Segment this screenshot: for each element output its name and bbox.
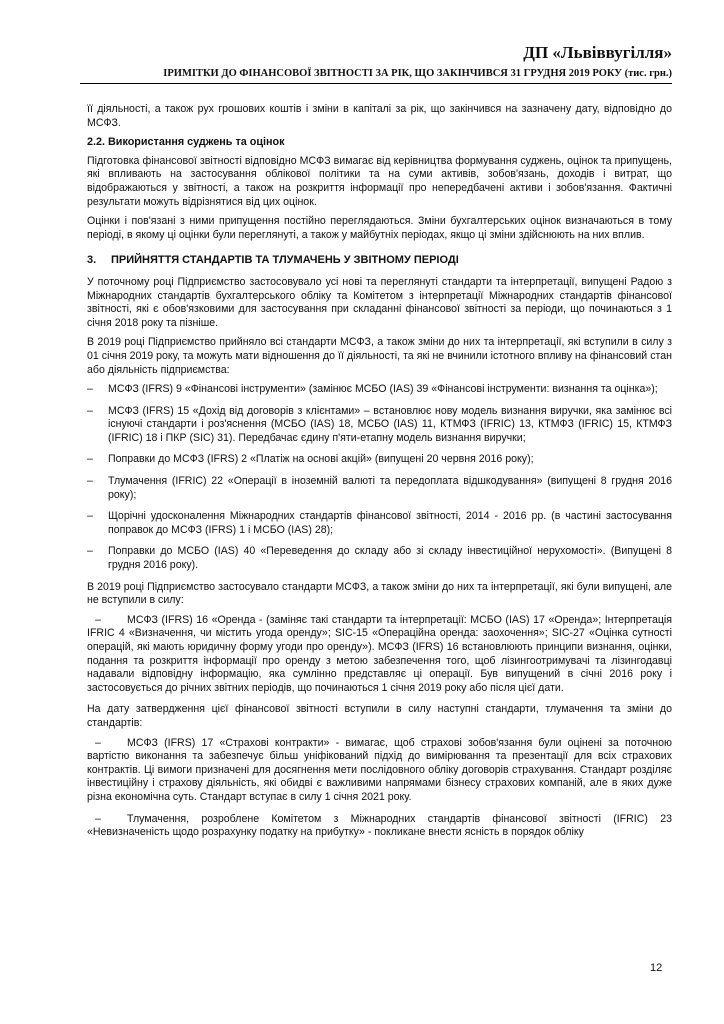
section-heading-2-2: 2.2. Використання суджень та оцінок <box>87 136 285 149</box>
section-title: ПРИЙНЯТТЯ СТАНДАРТІВ ТА ТЛУМАЧЕНЬ У ЗВІТНОМУ ПЕРІОДІ <box>111 254 459 267</box>
company-name: ДП «Львіввугілля» <box>523 43 672 62</box>
list-item: – Тлумачення (IFRIC) 22 «Операції в іноземній валюті та передоплата відшкодування» (випущені 8 грудня 2016 року); <box>87 475 672 501</box>
page-header <box>80 43 672 84</box>
dash-bullet: – <box>95 736 101 749</box>
section-number: 3. <box>87 254 97 267</box>
paragraph: На дату затвердження цієї фінансової звітності вступили в силу наступні стандарти, тлумачення та зміни до стандартів: <box>87 703 672 729</box>
page-number: 12 <box>650 962 663 974</box>
list-item: – Поправки до МСБО (IAS) 40 «Переведення до складу або зі складу інвестиційної нерухомості». (Випущені 8 грудня 2016 року). <box>87 545 672 572</box>
dash-bullet: – <box>87 510 93 523</box>
document-body <box>87 103 672 848</box>
dash-bullet: – <box>87 404 93 417</box>
list-item: – МСФЗ (IFRS) 9 «Фінансові інструменти» (замінює МСБО (IAS) 39 «Фінансові інструменти: визнання та оцінка»); <box>87 383 658 396</box>
paragraph: Підготовка фінансової звітності відповідно МСФЗ вимагає від керівництва формування суджень, оцінок та припущень, які впливають на застосування облікової політики та на суми активів, зобов'язань, доходів і витрат, що відображаються у звітності, а також на розкриття інформації про непередбачені активи і зобов'язання. Фактичні результати можуть відрізнятися від цих оцінок. <box>87 154 672 208</box>
paragraph: Оцінки і пов'язані з ними припущення постійно переглядаються. Зміни бухгалтерських оцінок визначаються в тому періоді, в якому ці оцінки були переглянуті, а також у майбутніх періодах, якщо ці зміни здійснюють на них вплив. <box>87 215 672 241</box>
dash-bullet: – <box>95 613 101 626</box>
paragraph: її діяльності, а також рух грошових коштів і зміни в капіталі за рік, що закінчився на зазначену дату, відповідно до МСФЗ. <box>87 103 672 129</box>
dash-bullet: – <box>87 453 93 466</box>
report-subtitle: ІРИМІТКИ ДО ФІНАНСОВОЇ ЗВІТНОСТІ ЗА РІК, ЩО ЗАКІНЧИВСЯ 31 ГРУДНЯ 2019 РОКУ (тис. грн.) <box>80 67 672 84</box>
dash-bullet: – <box>95 812 101 825</box>
indented-paragraph-ifrs17: – МСФЗ (IFRS) 17 «Страхові контракти» - вимагає, щоб страхові зобов'язання були оцінені за поточною вартістю виконання та забезпечує більш уніфікований підхід до вимірювання та презентації для всіх страхових контрактів. Ці вимоги призначені для досягнення мети послідовного обліку договорів страхування. Стандарт розділяє інвестиційну і страхову діяльність, які обидві є важливими напрямами бізнесу страхових компаній, але в яких дуже різна економічна суть. Стандарт вступає в силу 1 січня 2021 року. <box>87 736 672 803</box>
list-item: – МСФЗ (IFRS) 15 «Дохід від договорів з клієнтами» – встановлює нову модель визнання виручки, яка замінює всі існуючі стандарти і роз'яснення (МСБО (IAS) 18, МСБО (IAS) 11, КТМФЗ (IFRIC) 13, КТМФЗ (IFRIC) 15, КТМФЗ (IFRIC) 18 і ПКР (SIC) 31). Передбачає єдину п'яти-етапну модель визнання виручки; <box>87 404 672 444</box>
indented-paragraph-ifrs16: – МСФЗ (IFRS) 16 «Оренда - (заміняє такі стандарти та інтерпретації: МСБО (IAS) 17 «Оренда»; Інтерпретація IFRIC 4 «Визначення, чи містить угода оренду»; SIC-15 «Операційна оренда: заохочення»; SIC-27 «Оцінка сутності операцій, які мають юридичну форму угоди про оренду»). МСФЗ (IFRS) 16 встановлюють принципи визнання, оцінки, подання та розкриття інформації про оренду з метою забезпечення того, щоб лізингоотримувачі та лізингодавці надавали відповідну інформацію, яка сумлінно представляє ці операції. Був випущений в січні 2016 року і застосовується до річних звітних періодів, що починаються 1 січня 2019 року або після цієї дати. <box>87 613 672 694</box>
indented-paragraph-ifric23: – Тлумачення, розроблене Комітетом з Міжнародних стандартів фінансової звітності (IFRIC) 23 «Невизначеність щодо розрахунку податку на прибутку» - покликане внести ясність в порядок обліку <box>87 812 672 839</box>
dash-bullet: – <box>87 545 93 558</box>
dash-bullet: – <box>87 475 93 488</box>
section-heading-3 <box>87 254 672 268</box>
list-item: – Щорічні удосконалення Міжнародних стандартів фінансової звітності, 2014 - 2016 рр. (в частині застосування поправок до МСФЗ (IFRS) 1 і МСБО (IAS) 28); <box>87 510 672 536</box>
dash-bullet: – <box>87 383 93 396</box>
standards-list <box>87 383 672 573</box>
paragraph: У поточному році Підприємство застосовувало усі нові та переглянуті стандарти та інтерпретації, випущені Радою з Міжнародних стандартів бухгалтерського обліку та Комітетом з інтерпретації Міжнародних стандартів фінансової звітності, які є обов'язковими для застосування при складанні фінансової звітності за періоди, що починаються з 1 січня 2018 року та пізніше. <box>87 275 672 329</box>
list-item: – Поправки до МСФЗ (IFRS) 2 «Платіж на основі акцій» (випущені 20 червня 2016 року); <box>87 453 534 466</box>
paragraph: В 2019 році Підприємство прийняло всі стандарти МСФЗ, а також зміни до них та інтерпретації, які вступили в силу з 01 січня 2019 року, та можуть мати відношення до її діяльності, та які не вчинили істотного впливу на фінансовий стан або діяльність підприємства: <box>87 336 672 376</box>
paragraph: В 2019 році Підприємство застосувало стандарти МСФЗ, а також зміни до них та інтерпретації, які були випущені, але не вступили в силу: <box>87 580 672 607</box>
